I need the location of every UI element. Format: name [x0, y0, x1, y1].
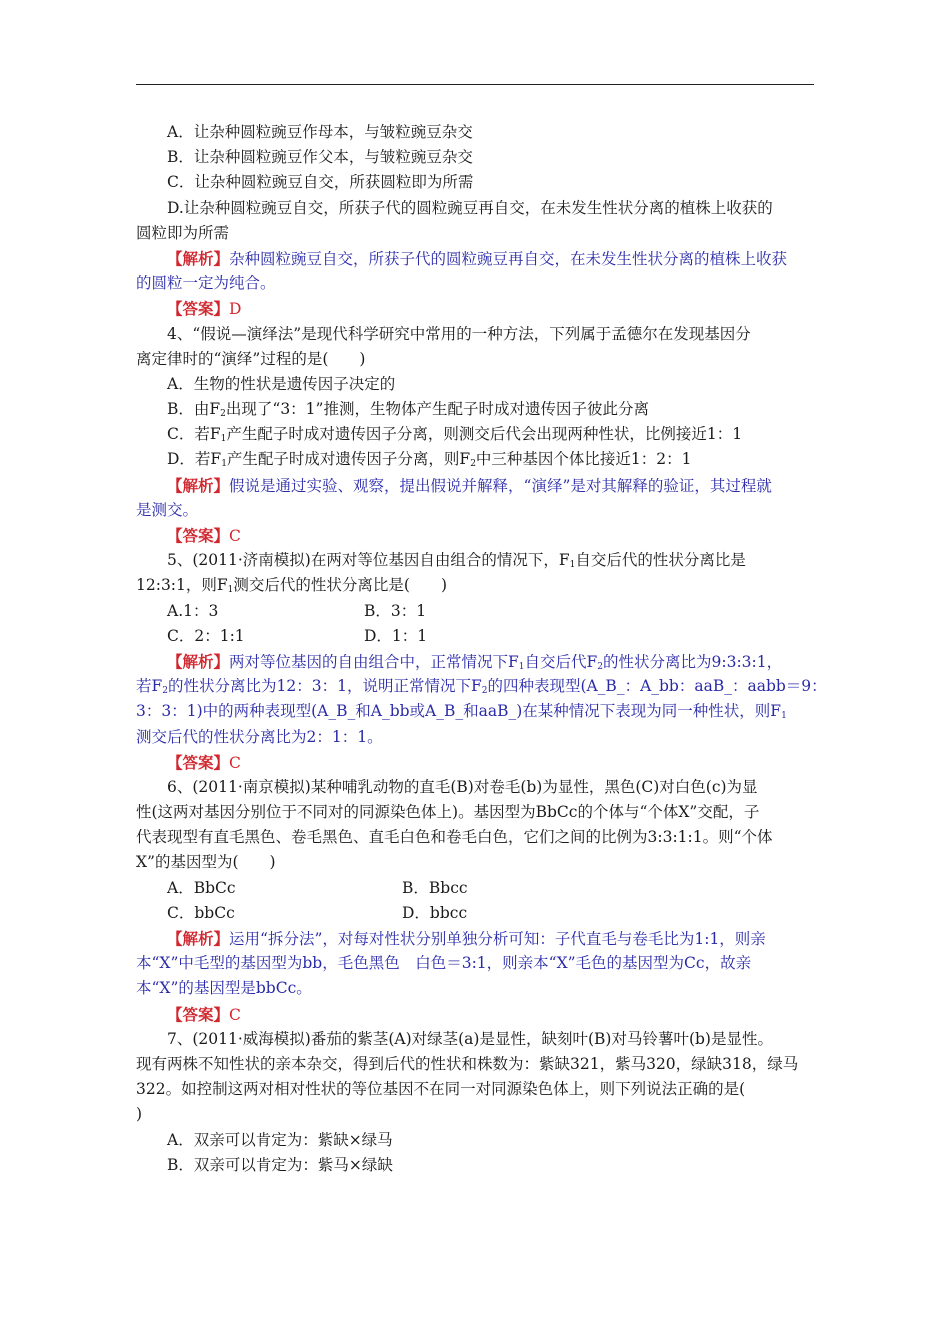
q5-analysis-2b: 2: [162, 686, 168, 697]
q5-stem-cont-sub: 1: [227, 585, 234, 596]
q5-answer-value: C: [229, 753, 241, 772]
q4-option-d-sub: 1: [221, 459, 227, 470]
q5-options-row-2: [136, 624, 816, 649]
q6-option-d: D．bbcc: [402, 903, 468, 922]
q6-stem-cont-2: 代表现型有直毛黑色、卷毛黑色、直毛白色和卷毛白色，它们之间的比例为3:3:1:1。则“个体: [136, 828, 773, 847]
q4-option-d-pre: D．若F: [167, 450, 222, 469]
analysis-tag: 【解析】: [167, 929, 230, 948]
q3-option-a: A．让杂种圆粒豌豆作母本，与皱粒豌豆杂交: [167, 123, 473, 141]
q6-analysis-cont-1: 本“X”中毛型的基因型为bb，毛色黑色 白色＝3:1，则亲本“X”毛色的基因型为Cc，故亲: [136, 954, 752, 973]
q4-option-c-pre: C．若F: [167, 425, 221, 444]
q5-option-a: A.1：3: [167, 601, 219, 620]
q5-analysis-3b: 1: [781, 711, 787, 722]
q7-stem-cont-1: 现有两株不知性状的亲本杂交，得到后代的性状和株数为：紫缺321，紫马320，绿缺318，绿马: [136, 1054, 799, 1073]
q5-stem-sub: 1: [569, 560, 576, 571]
q4-option-c-post: 产生配子时成对遗传因子分离，则测交后代会出现两种性状，比例接近1：1: [226, 425, 743, 444]
q5-analysis-1a: 两对等位基因的自由组合中，正常情况下F: [229, 652, 519, 671]
q4-option-d-post: 中三种基因个体比接近1：2：1: [475, 450, 692, 469]
q6-analysis-cont-2: 本“X”的基因型是bbCc。: [136, 979, 312, 998]
answer-tag: 【答案】: [167, 1004, 230, 1024]
q7-option-a: A．双亲可以肯定为：紫缺×绿马: [167, 1130, 393, 1149]
q4-option-c: [136, 422, 816, 447]
q6-stem-cont-1: 性(这两对基因分别位于不同对的同源染色体上)。基因型为BbCc的个体与“个体X”交配，子: [136, 803, 760, 822]
q4-stem-cont: 离定律时的“演绎”过程的是( ): [136, 349, 366, 368]
q4-option-c-sub: 1: [220, 434, 227, 445]
q5-stem-pre: 5、(2011·济南模拟)在两对等位基因自由组合的情况下，F: [167, 551, 570, 570]
q5-analysis-cont-3: 测交后代的性状分离比为2：1：1。: [136, 727, 383, 746]
analysis-tag: 【解析】: [167, 651, 230, 671]
q3-option-d-cont: 圆粒即为所需: [136, 223, 230, 242]
q6-answer: [136, 1002, 816, 1027]
q6-analysis-text: 运用“拆分法”，对每对性状分别单独分析可知：子代直毛与卷毛比为1:1，则亲: [229, 930, 766, 948]
q5-analysis-2c: 的性状分离比为12：3：1，说明正常情况下F: [168, 677, 482, 696]
analysis-tag: 【解析】: [167, 248, 230, 268]
q5-stem-cont-post: 测交后代的性状分离比是( ): [233, 576, 447, 595]
q3-answer-value: D: [229, 300, 242, 319]
q4-option-b-post: 出现了“3：1”推测，生物体产生配子时成对遗传因子彼此分离: [225, 400, 649, 419]
q4-option-d: [136, 447, 816, 472]
q5-analysis-1d: 2: [597, 661, 604, 672]
q7-stem-cont-3: ): [136, 1105, 143, 1124]
q4-answer: [136, 523, 816, 548]
q5-option-d: D．1：1: [364, 626, 428, 645]
q5-stem: [136, 548, 816, 573]
q7-stem: 7、(2011·威海模拟)番茄的紫茎(A)对绿茎(a)是显性，缺刻叶(B)对马铃薯叶(b)是显性。: [167, 1029, 773, 1048]
q5-analysis-2a: 若F: [136, 677, 163, 696]
header-rule: [136, 84, 814, 85]
q5-analysis-cont-1: [136, 674, 827, 699]
q5-analysis-2e: 的四种表现型(A_B_：A_bb：aaB_：aabb＝9：: [487, 677, 827, 696]
q4-analysis-text: 假说是通过实验、观察，提出假说并解释，“演绎”是对其解释的验证，其过程就: [229, 476, 772, 495]
q4-option-a: A．生物的性状是遗传因子决定的: [167, 374, 396, 393]
q5-stem-post: 自交后代的性状分离比是: [575, 551, 746, 570]
q4-option-b-sub: 2: [220, 409, 226, 420]
q3-analysis-text: 杂种圆粒豌豆自交，所获子代的圆粒豌豆再自交，在未发生性状分离的植株上收获: [229, 249, 788, 268]
q4-option-b-pre: B．由F: [167, 400, 221, 419]
q5-analysis-2d: 2: [481, 686, 488, 697]
q7-stem-cont-2: 322。如控制这两对相对性状的等位基因不在同一对同源染色体上，则下列说法正确的是(: [136, 1080, 746, 1099]
q5-analysis: [136, 649, 816, 674]
q4-answer-value: C: [229, 527, 241, 545]
q6-analysis: [136, 926, 816, 951]
q5-option-b: B．3：1: [364, 601, 427, 620]
q5-option-c: C．2：1:1: [167, 626, 245, 645]
document-body: [136, 120, 827, 1178]
q4-option-d-mid: 产生配子时成对遗传因子分离，则F: [226, 450, 471, 469]
q3-option-b: B．让杂种圆粒豌豆作父本，与皱粒豌豆杂交: [167, 148, 473, 167]
analysis-tag: 【解析】: [167, 475, 230, 495]
q5-analysis-1b: 1: [518, 661, 525, 672]
q3-option-d: D.让杂种圆粒豌豆自交，所获子代的圆粒豌豆再自交，在未发生性状分离的植株上收获的: [167, 198, 773, 217]
q4-option-d-sub2: 2: [470, 459, 476, 470]
q5-analysis-cont-2: [136, 699, 816, 724]
q6-stem-cont-3: X”的基因型为( ): [136, 853, 276, 872]
q4-option-b: [136, 397, 816, 422]
q5-analysis-1e: 的性状分离比为9:3:3:1，: [603, 652, 783, 671]
q4-analysis-cont: 是测交。: [136, 500, 199, 519]
q5-options-row-1: [136, 599, 816, 624]
q7-option-b: B．双亲可以肯定为：紫马×绿缺: [167, 1155, 393, 1174]
q3-answer: [136, 296, 816, 321]
q6-answer-value: C: [229, 1005, 241, 1024]
answer-tag: 【答案】: [167, 752, 230, 772]
q3-option-c: C．让杂种圆粒豌豆自交，所获圆粒即为所需: [167, 173, 474, 192]
q3-analysis-cont: 的圆粒一定为纯合。: [136, 274, 276, 293]
answer-tag: 【答案】: [167, 299, 230, 319]
q6-options-row-1: [136, 876, 816, 901]
q4-analysis: [136, 473, 816, 498]
q5-answer: [136, 750, 816, 775]
q3-analysis: [136, 246, 816, 271]
q5-stem-cont-pre: 12:3:1，则F: [136, 576, 228, 595]
q6-options-row-2: [136, 901, 816, 926]
answer-tag: 【答案】: [167, 526, 230, 545]
q5-analysis-3a: 3：3：1)中的两种表现型(A_B_和A_bb或A_B_和aaB_)在某种情况下表现为同一种性状，则F: [136, 702, 782, 721]
q5-stem-cont: [136, 573, 816, 598]
q5-analysis-1c: 自交后代F: [524, 652, 598, 671]
q6-stem: 6、(2011·南京模拟)某种哺乳动物的直毛(B)对卷毛(b)为显性，黑色(C)对白色(c)为显: [167, 777, 758, 796]
q6-option-b: B．Bbcc: [402, 878, 468, 897]
q4-stem: 4、“假说—演绎法”是现代科学研究中常用的一种方法，下列属于孟德尔在发现基因分: [167, 324, 751, 343]
q6-option-a: A．BbCc: [167, 878, 236, 897]
q6-option-c: C．bbCc: [167, 903, 235, 922]
